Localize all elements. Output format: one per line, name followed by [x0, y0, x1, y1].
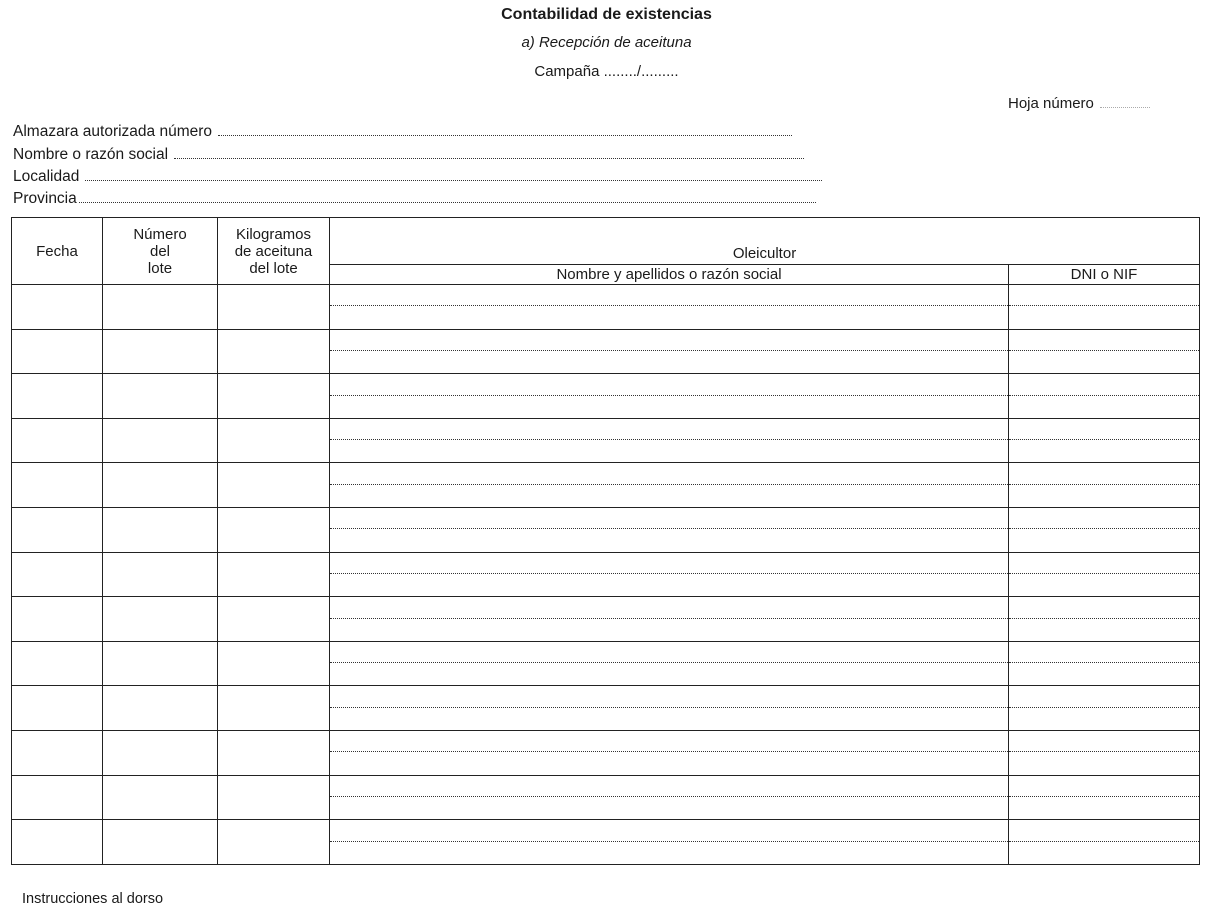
cell-date[interactable]: [12, 820, 103, 865]
cell-lot-number[interactable]: [103, 686, 218, 731]
cell-grower-name[interactable]: [330, 686, 1009, 731]
cell-kilograms[interactable]: [218, 374, 330, 419]
cell-grower-name[interactable]: [330, 820, 1009, 865]
cell-date[interactable]: [12, 285, 103, 330]
cell-grower-id[interactable]: [1009, 552, 1200, 597]
cell-grower-name[interactable]: [330, 285, 1009, 330]
cell-lot-number[interactable]: [103, 463, 218, 508]
table-row: [12, 329, 1200, 374]
cell-date[interactable]: [12, 507, 103, 552]
cell-lot-number[interactable]: [103, 285, 218, 330]
cell-date[interactable]: [12, 418, 103, 463]
cell-grower-id[interactable]: [1009, 285, 1200, 330]
cell-lot-number[interactable]: [103, 329, 218, 374]
campaign-label: Campaña ......../.........: [534, 63, 679, 80]
cell-date[interactable]: [12, 552, 103, 597]
cell-grower-id[interactable]: [1009, 463, 1200, 508]
cell-date[interactable]: [12, 597, 103, 642]
table-row: [12, 285, 1200, 330]
table-row: [12, 597, 1200, 642]
cell-grower-id[interactable]: [1009, 775, 1200, 820]
cell-grower-name[interactable]: [330, 463, 1009, 508]
cell-kilograms[interactable]: [218, 730, 330, 775]
cell-grower-id[interactable]: [1009, 597, 1200, 642]
col-header-kilograms-line: Kilogramos: [235, 225, 312, 243]
cell-kilograms[interactable]: [218, 285, 330, 330]
cell-kilograms[interactable]: [218, 552, 330, 597]
form-title: Contabilidad de existencias: [501, 6, 712, 23]
cell-kilograms[interactable]: [218, 775, 330, 820]
cell-grower-name[interactable]: [330, 775, 1009, 820]
col-header-lot-number-line: Número: [133, 225, 187, 243]
table-row: [12, 418, 1200, 463]
cell-grower-name[interactable]: [330, 418, 1009, 463]
cell-kilograms[interactable]: [218, 418, 330, 463]
field-locality: [13, 167, 822, 187]
cell-lot-number[interactable]: [103, 374, 218, 419]
col-header-kilograms-line: del lote: [249, 259, 298, 277]
col-header-grower-name: Nombre y apellidos o razón social: [330, 265, 1009, 285]
cell-grower-id[interactable]: [1009, 641, 1200, 686]
table-row: [12, 463, 1200, 508]
cell-grower-name[interactable]: [330, 507, 1009, 552]
col-header-lot-number: [103, 218, 218, 285]
form-subtitle: a) Recepción de aceituna: [521, 34, 692, 51]
field-mill-label: Almazara autorizada número: [13, 123, 213, 140]
cell-date[interactable]: [12, 775, 103, 820]
table-row: [12, 641, 1200, 686]
col-header-kilograms-line: de aceituna: [234, 242, 313, 260]
field-locality-label: Localidad: [13, 168, 80, 185]
cell-grower-id[interactable]: [1009, 686, 1200, 731]
sheet-number-label: Hoja número: [1008, 95, 1094, 112]
cell-lot-number[interactable]: [103, 820, 218, 865]
cell-grower-name[interactable]: [330, 329, 1009, 374]
cell-kilograms[interactable]: [218, 597, 330, 642]
cell-grower-name[interactable]: [330, 597, 1009, 642]
cell-kilograms[interactable]: [218, 641, 330, 686]
cell-kilograms[interactable]: [218, 686, 330, 731]
cell-grower-id[interactable]: [1009, 507, 1200, 552]
field-province-blank[interactable]: [79, 189, 816, 203]
table-row: [12, 730, 1200, 775]
cell-kilograms[interactable]: [218, 507, 330, 552]
col-header-kilograms: [218, 218, 330, 285]
col-header-grower-id: DNI o NIF: [1009, 265, 1200, 285]
table-row: [12, 820, 1200, 865]
col-header-grower: Oleicultor: [330, 218, 1200, 265]
table-body: [12, 285, 1200, 865]
field-company-name: [13, 145, 804, 165]
cell-date[interactable]: [12, 730, 103, 775]
cell-lot-number[interactable]: [103, 775, 218, 820]
sheet-number: [1008, 95, 1150, 112]
cell-kilograms[interactable]: [218, 463, 330, 508]
table-row: [12, 374, 1200, 419]
field-locality-blank[interactable]: [85, 167, 822, 181]
field-name-blank[interactable]: [174, 145, 804, 159]
table-row: [12, 552, 1200, 597]
cell-date[interactable]: [12, 463, 103, 508]
cell-grower-id[interactable]: [1009, 329, 1200, 374]
field-province-label: Provincia: [13, 190, 77, 207]
cell-lot-number[interactable]: [103, 730, 218, 775]
table-row: [12, 507, 1200, 552]
col-header-date: Fecha: [12, 218, 103, 285]
cell-grower-id[interactable]: [1009, 374, 1200, 419]
cell-date[interactable]: [12, 329, 103, 374]
cell-grower-id[interactable]: [1009, 820, 1200, 865]
col-header-lot-number-line: lote: [147, 259, 173, 277]
field-mill-number: [13, 122, 792, 142]
cell-lot-number[interactable]: [103, 552, 218, 597]
cell-grower-name[interactable]: [330, 641, 1009, 686]
cell-grower-name[interactable]: [330, 552, 1009, 597]
footer-note: Instrucciones al dorso: [22, 891, 164, 907]
cell-grower-name[interactable]: [330, 730, 1009, 775]
cell-lot-number[interactable]: [103, 418, 218, 463]
table-row: [12, 686, 1200, 731]
cell-lot-number[interactable]: [103, 641, 218, 686]
cell-lot-number[interactable]: [103, 507, 218, 552]
cell-kilograms[interactable]: [218, 820, 330, 865]
cell-grower-id[interactable]: [1009, 418, 1200, 463]
reception-table: [11, 217, 1200, 865]
cell-date[interactable]: [12, 686, 103, 731]
cell-date[interactable]: [12, 374, 103, 419]
cell-kilograms[interactable]: [218, 329, 330, 374]
cell-date[interactable]: [12, 641, 103, 686]
sheet-number-blank[interactable]: [1100, 96, 1150, 108]
field-mill-blank[interactable]: [218, 122, 792, 136]
field-province: [13, 189, 816, 209]
field-name-label: Nombre o razón social: [13, 146, 169, 163]
cell-grower-id[interactable]: [1009, 730, 1200, 775]
cell-grower-name[interactable]: [330, 374, 1009, 419]
table-row: [12, 775, 1200, 820]
cell-lot-number[interactable]: [103, 597, 218, 642]
col-header-lot-number-line: del: [149, 242, 171, 260]
